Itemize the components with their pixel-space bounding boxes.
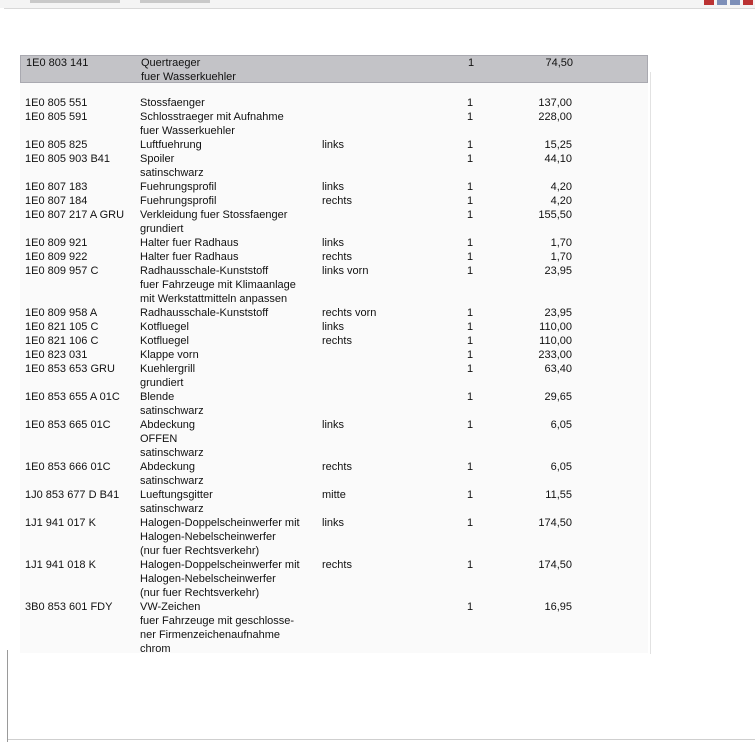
part-number: 1E0 803 141: [26, 57, 89, 69]
part-quantity: 1: [466, 307, 474, 319]
row-line: [20, 152, 648, 166]
window-button-close-icon[interactable]: [743, 0, 753, 5]
part-description: Blende: [140, 391, 175, 403]
part-quantity: 1: [466, 559, 474, 571]
part-number: 1E0 805 591: [25, 111, 88, 123]
row-line: [20, 334, 648, 348]
row-line: [20, 502, 648, 516]
table-row[interactable]: [20, 390, 648, 418]
row-line: [20, 446, 648, 460]
window-button-icon[interactable]: [717, 0, 727, 5]
row-line: [20, 180, 648, 194]
row-line: [20, 292, 648, 306]
row-line: [20, 642, 648, 656]
table-row[interactable]: [20, 110, 648, 138]
row-gap: [20, 83, 648, 96]
table-row[interactable]: [20, 348, 648, 362]
part-description: Fuehrungsprofil: [140, 195, 217, 207]
part-description-continued: fuer Wasserkuehler: [141, 71, 236, 83]
part-side: links: [322, 181, 345, 193]
part-description: Abdeckung: [140, 461, 196, 473]
part-quantity: 1: [466, 209, 474, 221]
part-number: 1E0 853 665 01C: [25, 419, 111, 431]
part-number: 1E0 809 922: [25, 251, 88, 263]
list-right-border: [650, 72, 651, 654]
row-line: [20, 320, 648, 334]
part-description-continued: satinschwarz: [140, 447, 204, 459]
row-line: [20, 306, 648, 320]
part-description: Kotfluegel: [140, 335, 189, 347]
table-row[interactable]: [20, 306, 648, 320]
window-buttons: [704, 0, 753, 6]
part-description-continued: Halogen-Nebelscheinwerfer: [140, 573, 276, 585]
row-line: [20, 264, 648, 278]
part-side: links: [322, 139, 345, 151]
row-line: [20, 390, 648, 404]
row-line: [20, 138, 648, 152]
part-description-continued: satinschwarz: [140, 405, 204, 417]
part-quantity: 1: [466, 237, 474, 249]
row-line: [20, 166, 648, 180]
part-description-continued: satinschwarz: [140, 475, 204, 487]
part-number: 1J1 941 017 K: [25, 517, 96, 529]
title-bar-remnant: [30, 0, 120, 3]
part-description-continued: satinschwarz: [140, 503, 204, 515]
part-description: Halogen-Doppelscheinwerfer mit: [140, 559, 300, 571]
table-row[interactable]: [20, 208, 648, 236]
part-price: 6,05: [550, 419, 572, 431]
part-quantity: 1: [466, 111, 474, 123]
part-quantity: 1: [466, 489, 474, 501]
part-description: Radhausschale-Kunststoff: [140, 307, 269, 319]
row-line: [20, 586, 648, 600]
part-description-continued: (nur fuer Rechtsverkehr): [140, 587, 260, 599]
part-quantity: 1: [466, 517, 474, 529]
row-line: [20, 124, 648, 138]
part-description-continued: chrom: [140, 643, 171, 655]
row-line: [21, 70, 647, 84]
part-quantity: 1: [466, 391, 474, 403]
part-quantity: 1: [466, 251, 474, 263]
part-description: Luftfuehrung: [140, 139, 202, 151]
part-side: links: [322, 419, 345, 431]
table-row[interactable]: [20, 96, 648, 110]
part-quantity: 1: [466, 153, 474, 165]
part-number: 1E0 805 825: [25, 139, 88, 151]
part-description-continued: mit Werkstattmitteln anpassen: [140, 293, 288, 305]
part-description: Verkleidung fuer Stossfaenger: [140, 209, 288, 221]
parts-list[interactable]: [20, 55, 648, 653]
part-number: 1E0 853 666 01C: [25, 461, 111, 473]
part-price: 16,95: [544, 601, 572, 613]
part-description: Kotfluegel: [140, 321, 189, 333]
table-row[interactable]: [20, 320, 648, 334]
part-price: 23,95: [544, 265, 572, 277]
part-price: 4,20: [550, 195, 572, 207]
part-price: 4,20: [550, 181, 572, 193]
part-side: rechts: [322, 195, 352, 207]
row-line: [20, 96, 648, 110]
part-description: Schlosstraeger mit Aufnahme: [140, 111, 284, 123]
row-line: [20, 250, 648, 264]
window-button-close-icon[interactable]: [704, 0, 714, 5]
part-quantity: 1: [466, 181, 474, 193]
row-line: [20, 628, 648, 642]
part-description-continued: fuer Fahrzeuge mit Klimaanlage: [140, 279, 296, 291]
part-description-continued: Halogen-Nebelscheinwerfer: [140, 531, 276, 543]
part-description: Halter fuer Radhaus: [140, 251, 239, 263]
row-line: [20, 362, 648, 376]
part-number: 1E0 807 217 A GRU: [25, 209, 125, 221]
part-description: Kuehlergrill: [140, 363, 196, 375]
table-row-selected[interactable]: [20, 55, 648, 83]
part-description: Stossfaenger: [140, 97, 205, 109]
part-description-continued: OFFEN: [140, 433, 178, 445]
table-row[interactable]: [20, 250, 648, 264]
part-description: Lueftungsgitter: [140, 489, 213, 501]
left-edge: [0, 8, 4, 742]
part-number: 1E0 809 921: [25, 237, 88, 249]
part-price: 23,95: [544, 307, 572, 319]
part-number: 1E0 853 655 A 01C: [25, 391, 120, 403]
part-description: Abdeckung: [140, 419, 196, 431]
part-quantity: 1: [466, 265, 474, 277]
part-description: Quertraeger: [141, 57, 201, 69]
part-side: links: [322, 321, 345, 333]
part-price: 174,50: [538, 559, 572, 571]
row-line: [20, 474, 648, 488]
part-quantity: 1: [466, 321, 474, 333]
part-price: 174,50: [538, 517, 572, 529]
row-line: [21, 56, 647, 70]
row-line: [20, 404, 648, 418]
part-price: 110,00: [539, 335, 572, 347]
part-quantity: 1: [466, 363, 474, 375]
part-quantity: 1: [466, 139, 474, 151]
table-row[interactable]: [20, 600, 648, 656]
part-description-continued: satinschwarz: [140, 167, 204, 179]
part-number: 1E0 821 106 C: [25, 335, 99, 347]
part-side: rechts: [322, 335, 352, 347]
part-description-continued: grundiert: [140, 223, 184, 235]
part-description-continued: fuer Fahrzeuge mit geschlosse-: [140, 615, 295, 627]
part-description: Klappe vorn: [140, 349, 199, 361]
part-description-continued: fuer Wasserkuehler: [140, 125, 235, 137]
row-line: [20, 614, 648, 628]
row-line: [20, 208, 648, 222]
part-number: 1E0 807 184: [25, 195, 88, 207]
row-line: [20, 418, 648, 432]
table-row[interactable]: [20, 236, 648, 250]
part-side: rechts: [322, 461, 352, 473]
part-description: Spoiler: [140, 153, 175, 165]
row-line: [20, 236, 648, 250]
part-number: 1E0 805 551: [25, 97, 88, 109]
left-border: [7, 650, 8, 742]
part-number: 3B0 853 601 FDY: [25, 601, 113, 613]
part-quantity: 1: [466, 349, 474, 361]
part-number: 1E0 809 958 A: [25, 307, 98, 319]
part-description-continued: grundiert: [140, 377, 184, 389]
part-price: 1,70: [550, 251, 572, 263]
table-row[interactable]: [20, 362, 648, 390]
table-row[interactable]: [20, 138, 648, 152]
part-price: 44,10: [544, 153, 572, 165]
part-side: rechts: [322, 559, 352, 571]
part-description: VW-Zeichen: [140, 601, 201, 613]
row-line: [20, 376, 648, 390]
part-quantity: 1: [466, 335, 474, 347]
part-number: 1E0 809 957 C: [25, 265, 99, 277]
table-row[interactable]: [20, 418, 648, 460]
part-number: 1E0 821 105 C: [25, 321, 99, 333]
part-side: links: [322, 517, 345, 529]
row-line: [20, 348, 648, 362]
table-row[interactable]: [20, 516, 648, 558]
table-row[interactable]: [20, 460, 648, 488]
row-line: [20, 222, 648, 236]
row-line: [20, 194, 648, 208]
part-number: 1E0 823 031: [25, 349, 88, 361]
part-number: 1J1 941 018 K: [25, 559, 96, 571]
row-line: [20, 600, 648, 614]
part-side: mitte: [322, 489, 346, 501]
table-row[interactable]: [20, 194, 648, 208]
part-price: 6,05: [550, 461, 572, 473]
part-quantity: 1: [466, 419, 474, 431]
table-row[interactable]: [20, 488, 648, 516]
row-line: [20, 516, 648, 530]
bottom-border: [8, 739, 755, 740]
row-line: [20, 530, 648, 544]
part-number: 1E0 805 903 B41: [25, 153, 111, 165]
part-price: 233,00: [538, 349, 572, 361]
row-line: [20, 488, 648, 502]
part-quantity: 1: [466, 601, 474, 613]
row-line: [20, 544, 648, 558]
part-price: 110,00: [539, 321, 572, 333]
table-row[interactable]: [20, 558, 648, 600]
part-price: 15,25: [544, 139, 572, 151]
part-quantity: 1: [467, 57, 475, 69]
part-price: 29,65: [544, 391, 572, 403]
window-button-icon[interactable]: [730, 0, 740, 5]
part-price: 228,00: [538, 111, 572, 123]
row-line: [20, 110, 648, 124]
row-line: [20, 572, 648, 586]
table-row[interactable]: [20, 334, 648, 348]
table-row[interactable]: [20, 152, 648, 180]
part-quantity: 1: [466, 195, 474, 207]
part-quantity: 1: [466, 461, 474, 473]
part-number: 1E0 807 183: [25, 181, 88, 193]
row-line: [20, 460, 648, 474]
part-price: 155,50: [538, 209, 572, 221]
part-description: Radhausschale-Kunststoff: [140, 265, 269, 277]
part-side: links vorn: [322, 265, 369, 277]
part-description: Halter fuer Radhaus: [140, 237, 239, 249]
row-line: [20, 278, 648, 292]
row-line: [20, 432, 648, 446]
part-number: 1E0 853 653 GRU: [25, 363, 115, 375]
part-price: 137,00: [538, 97, 572, 109]
window-title-bar: [0, 0, 755, 9]
part-description: Fuehrungsprofil: [140, 181, 217, 193]
part-description-continued: (nur fuer Rechtsverkehr): [140, 545, 260, 557]
part-quantity: 1: [466, 97, 474, 109]
part-price: 1,70: [550, 237, 572, 249]
table-row[interactable]: [20, 180, 648, 194]
title-bar-remnant: [140, 0, 210, 3]
part-description: Halogen-Doppelscheinwerfer mit: [140, 517, 300, 529]
part-price: 63,40: [544, 363, 572, 375]
part-number: 1J0 853 677 D B41: [25, 489, 120, 501]
table-row[interactable]: [20, 264, 648, 306]
part-side: links: [322, 237, 345, 249]
part-price: 74,50: [545, 57, 573, 69]
row-line: [20, 558, 648, 572]
part-description-continued: ner Firmenzeichenaufnahme: [140, 629, 281, 641]
part-side: rechts vorn: [322, 307, 377, 319]
part-price: 11,55: [545, 489, 572, 501]
part-side: rechts: [322, 251, 352, 263]
